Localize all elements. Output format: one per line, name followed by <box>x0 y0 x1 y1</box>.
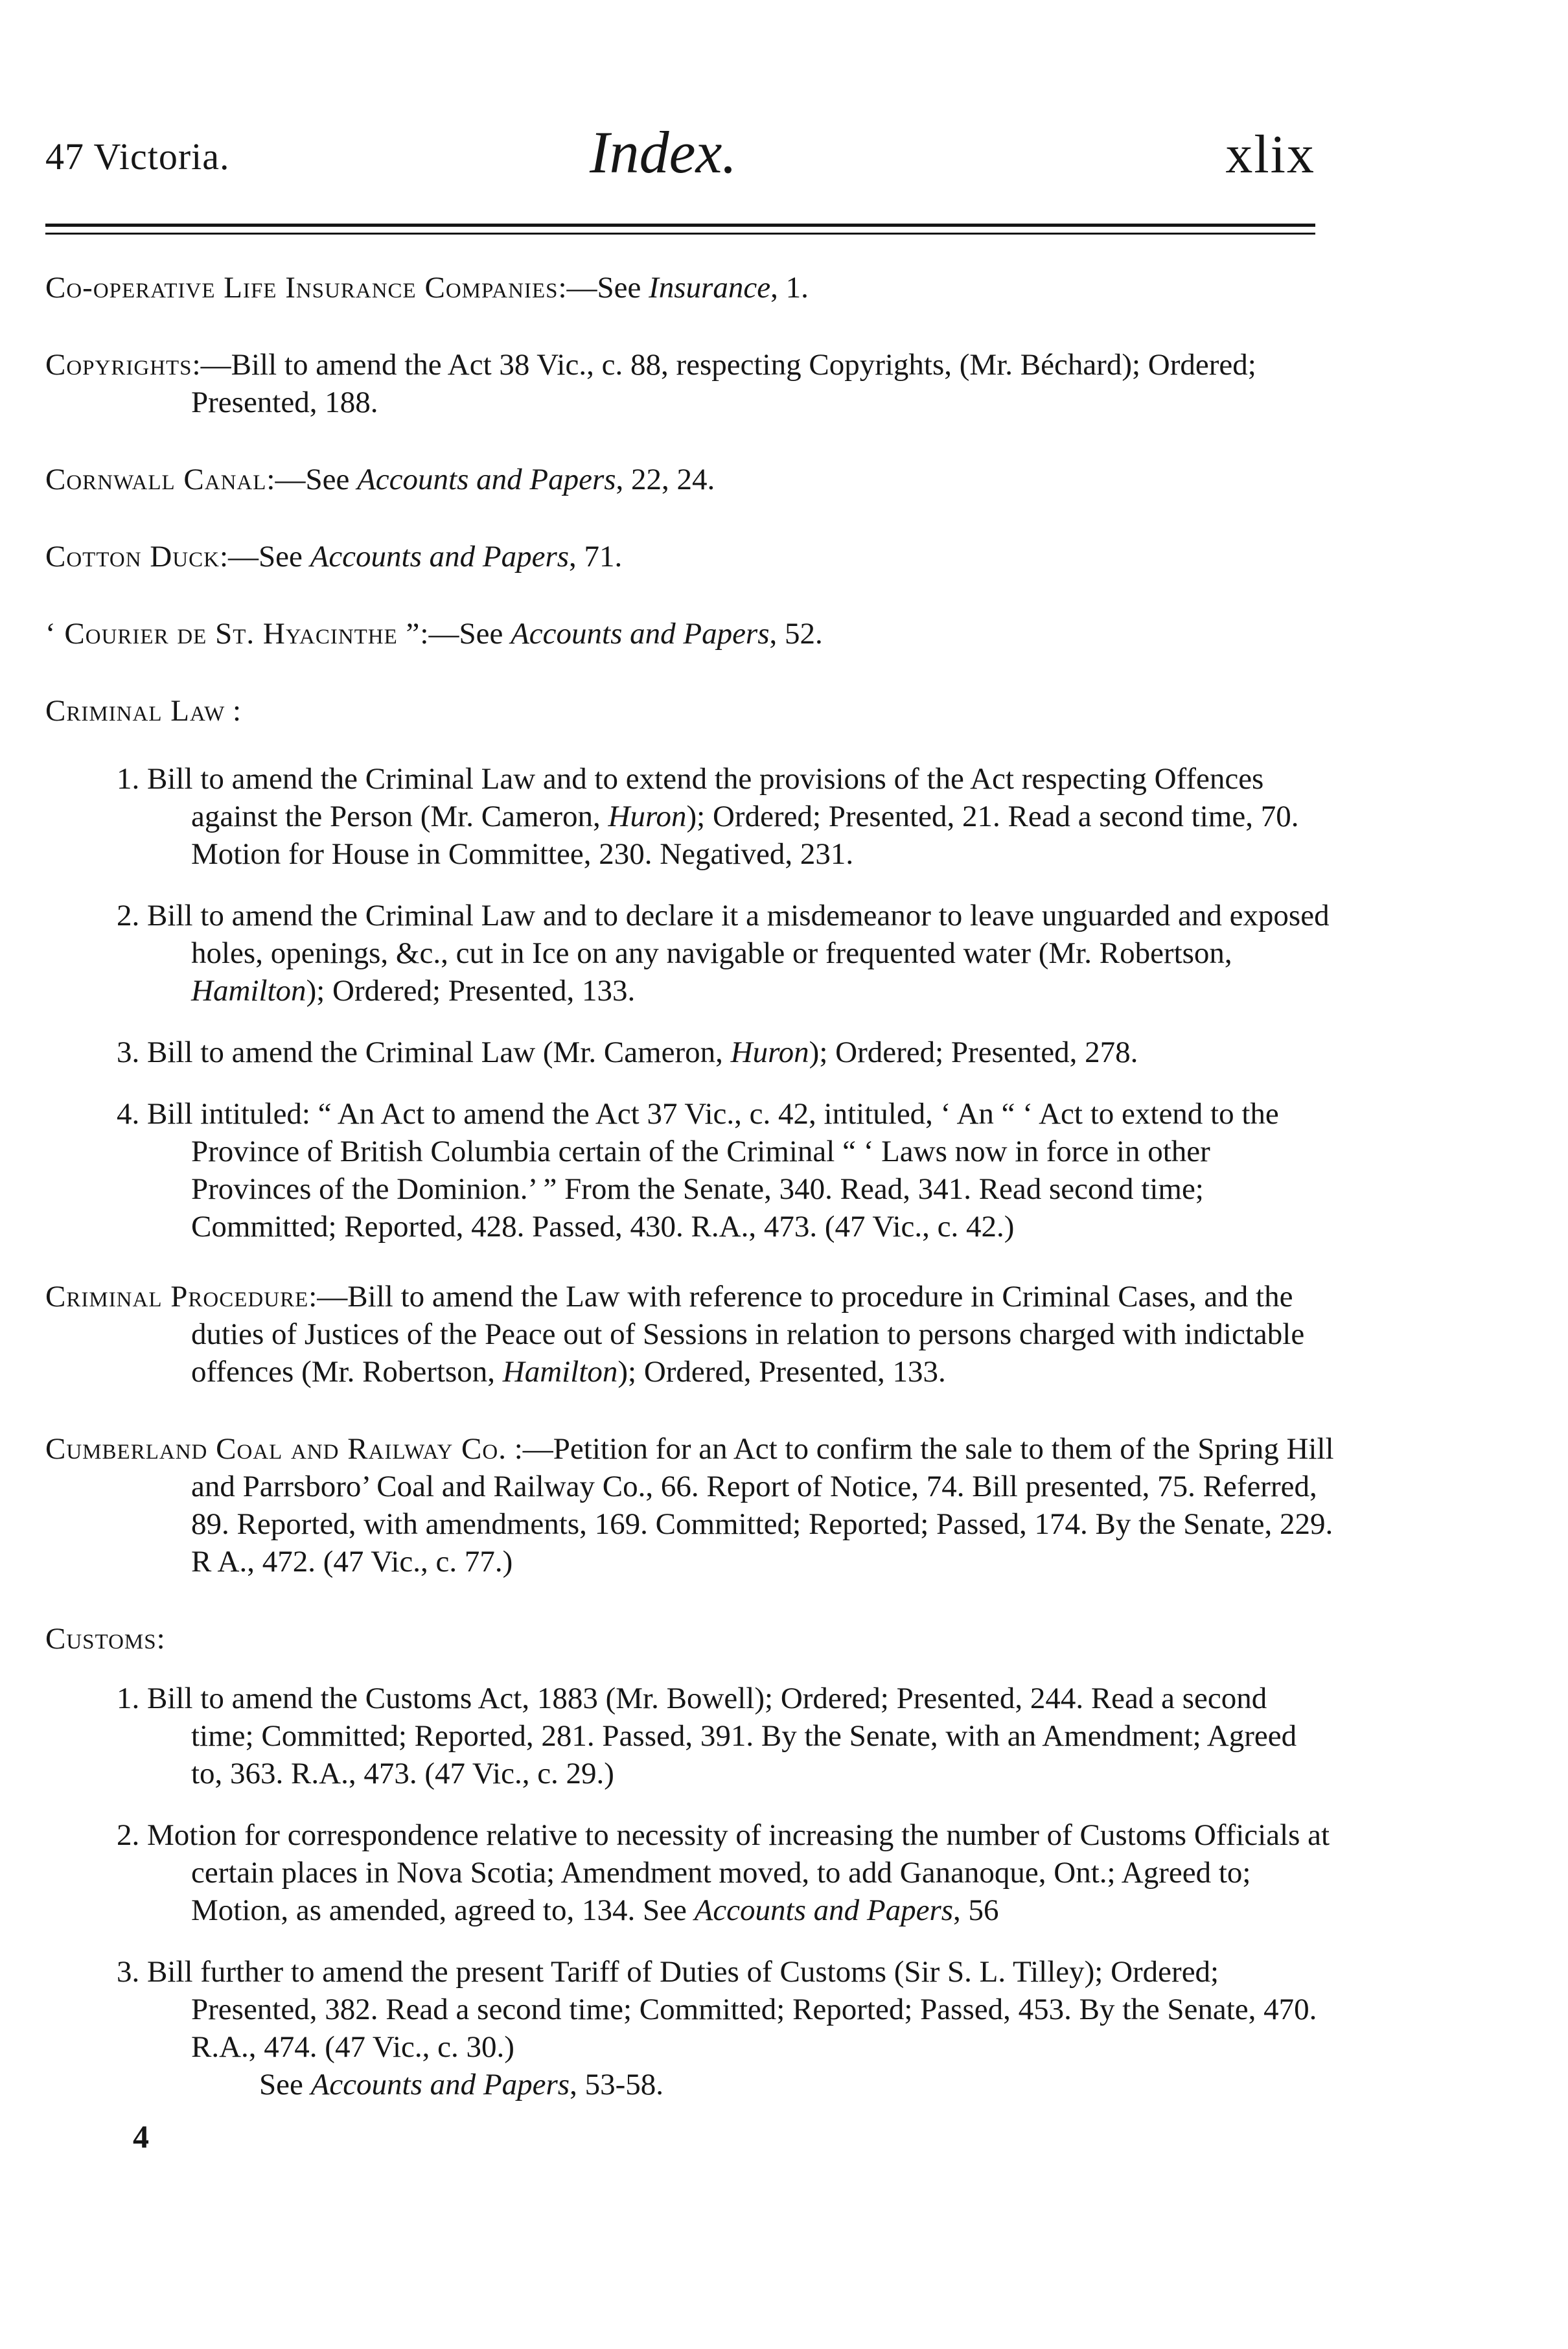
entry-text: Bill to amend the Act 38 Vic., c. 88, respecting Copyrights, (Mr. Béchard); Ordered; Presented, 188. <box>191 348 1256 419</box>
entry-heading: Criminal Procedure <box>45 1280 309 1313</box>
entry-reference: Accounts and Papers <box>511 617 770 651</box>
index-entry-cotton-duck: Cotton Duck:—See Accounts and Papers, 71. <box>45 540 623 573</box>
criminal-law-item-3: 3. Bill to amend the Criminal Law (Mr. Cameron, Huron); Ordered; Presented, 278. <box>117 1036 1138 1069</box>
index-entry-cumberland: Cumberland Coal and Railway Co. :—Petition for an Act to confirm the sale to them of the Spring Hill and Parrsboro’ Coal and Railway Co., 66. Report of Notice, 74. Bill presented, 75. Referred, 89. Reported, with amendments, 169. Committed; Reported; Passed, 174. By the Senate, 229. R A., 472. (47 Vic., c. 77.) <box>45 1432 1334 1579</box>
customs-item-2: 2. Motion for correspondence relative to necessity of increasing the number of Customs Officials at certain places in Nova Scotia; Amendment moved, to add Gananoque, Ont.; Agreed to; Motion, as amended, agreed to, 134. See Accounts and Papers, 56 <box>117 1818 1330 1927</box>
header-rule-thick <box>45 224 1315 227</box>
index-entry-cooperative: Co-operative Life Insurance Companies:—See Insurance, 1. <box>45 271 809 305</box>
customs-item-3: 3. Bill further to amend the present Tariff of Duties of Customs (Sir S. L. Tilley); Ordered; Presented, 382. Read a second time; Committed; Reported; Passed, 453. By the Senate, 470. R.A., 474. (47 Vic., c. 30.) <box>117 1955 1317 2064</box>
header-title: Index. <box>590 119 737 185</box>
criminal-law-item-4: 4. Bill intituled: “ An Act to amend the Act 37 Vic., c. 42, intituled, ‘ An “ ‘ Act to extend to the Province of British Columbia certain of the Criminal “ ‘ Laws now in force in other Provinces of the Dominion.’ ” From the Senate, 340. Read, 341. Read second time; Committed; Reported, 428. Passed, 430. R.A., 473. (47 Vic., c. 42.) <box>117 1097 1279 1244</box>
index-entry-cornwall-canal: Cornwall Canal:—See Accounts and Papers, 22, 24. <box>45 463 715 496</box>
criminal-law-item-1: 1. Bill to amend the Criminal Law and to extend the provisions of the Act respecting Offences against the Person (Mr. Cameron, Huron); Ordered; Presented, 21. Read a second time, 70. Motion for House in Committee, 230. Negatived, 231. <box>117 762 1299 871</box>
entry-heading: ‘ Courier de St. Hyacinthe ” <box>45 617 421 651</box>
entry-heading: Cornwall Canal <box>45 463 267 496</box>
customs-item-1: 1. Bill to amend the Customs Act, 1883 (Mr. Bowell); Ordered; Presented, 244. Read a second time; Committed; Reported, 281. Passed, 391. By the Senate, with an Amendment; Agreed to, 363. R.A., 473. (47 Vic., c. 29.) <box>117 1682 1297 1790</box>
index-entry-criminal-procedure: Criminal Procedure:—Bill to amend the Law with reference to procedure in Criminal Cases, and the duties of Justices of the Peace out of Sessions in relation to persons charged with indictable offences (Mr. Robertson, Hamilton); Ordered, Presented, 133. <box>45 1280 1305 1389</box>
header-page-number: xlix <box>1225 124 1315 185</box>
index-entry-criminal-law: Criminal Law : <box>45 694 242 728</box>
criminal-law-items <box>45 760 1335 1245</box>
criminal-law-item-2: 2. Bill to amend the Criminal Law and to declare it a misdemeanor to leave unguarded and exposed holes, openings, &c., cut in Ice on any navigable or frequented water (Mr. Robertson, Hamilton); Ordered; Presented, 133. <box>117 899 1330 1008</box>
entry-heading: Criminal Law <box>45 694 225 728</box>
index-entry-customs: Customs: <box>45 1622 165 1656</box>
entry-heading: Co-operative Life Insurance Companies <box>45 271 559 305</box>
header-rule-thin <box>45 233 1315 235</box>
customs-see-reference: See Accounts and Papers, 53-58. <box>259 2068 663 2101</box>
index-entry-courier: ‘ Courier de St. Hyacinthe ”:—See Accounts and Papers, 52. <box>45 617 823 651</box>
entry-heading: Customs <box>45 1622 157 1656</box>
entry-reference: Insurance <box>649 271 771 305</box>
entry-reference: Accounts and Papers <box>310 540 570 573</box>
header-session: 47 Victoria. <box>45 135 230 178</box>
entry-heading: Cotton Duck <box>45 540 220 573</box>
entry-heading: Copyrights <box>45 348 192 382</box>
entry-text: Petition for an Act to confirm the sale to them of the Spring Hill and Parrsboro’ Coal and Railway Co., 66. Report of Notice, 74. Bill presented, 75. Referred, 89. Reported, with amendments, 169. Committed; Reported; Passed, 174. By the Senate, 229. R A., 472. (47 Vic., c. 77.) <box>191 1432 1334 1579</box>
customs-items <box>45 1680 1335 2103</box>
entry-heading: Cumberland Coal and Railway Co. <box>45 1432 507 1466</box>
running-header <box>45 117 1315 194</box>
entry-reference: Accounts and Papers <box>357 463 616 496</box>
index-entry-copyrights: Copyrights:—Bill to amend the Act 38 Vic., c. 88, respecting Copyrights, (Mr. Béchard); Ordered; Presented, 188. <box>45 348 1256 419</box>
signature-mark: 4 <box>133 2118 149 2155</box>
index-body <box>45 269 1335 2103</box>
